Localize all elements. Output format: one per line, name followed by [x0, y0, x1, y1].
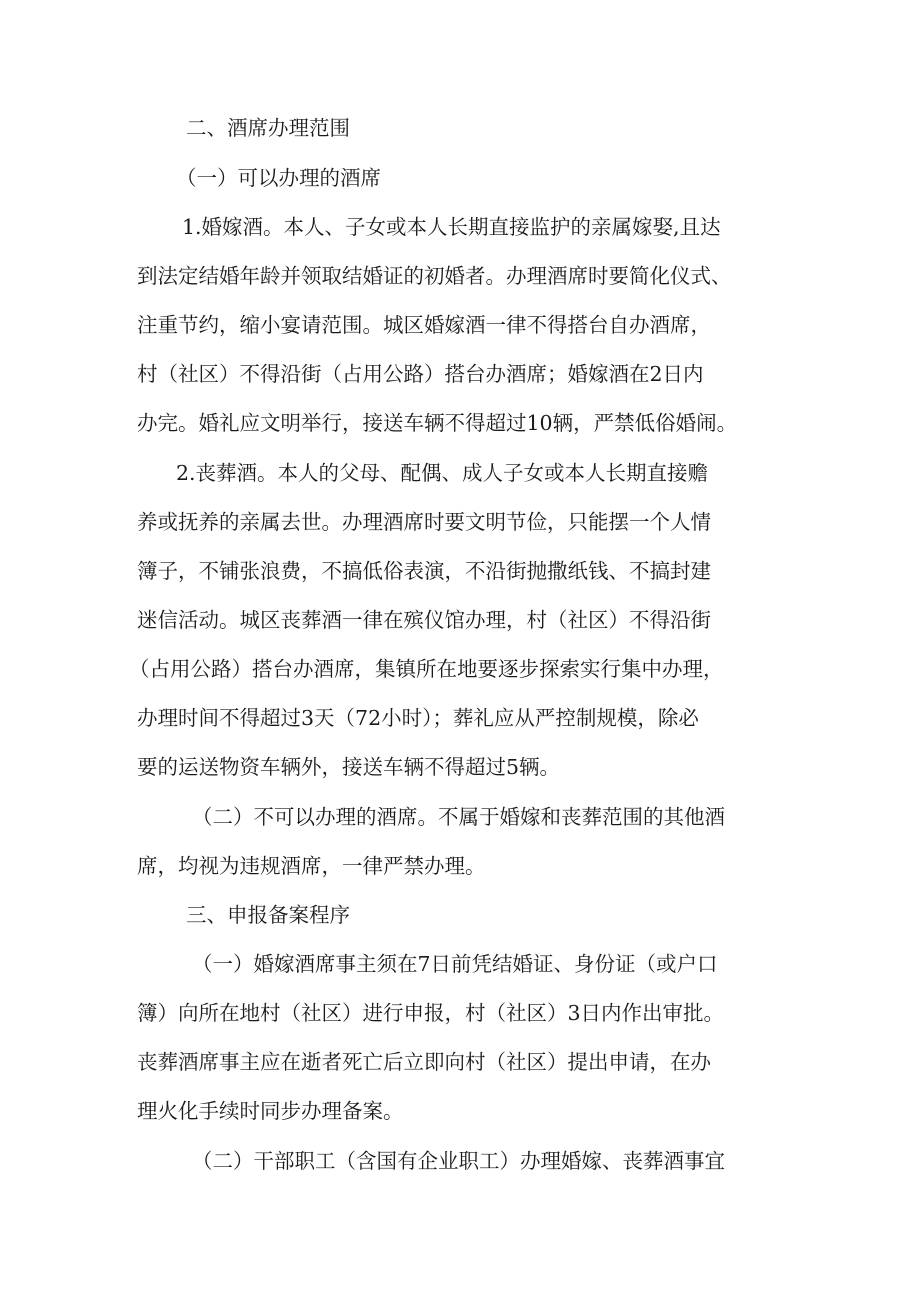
paragraph-line: 理火化手续时同步办理备案。	[137, 1099, 404, 1123]
paragraph-line: 注重节约，缩小宴请范围。城区婚嫁酒一律不得搭台自办酒席，	[137, 313, 711, 337]
paragraph-line: 1.婚嫁酒。本人、子女或本人长期直接监护的亲属嫁娶,且达	[182, 215, 721, 239]
paragraph-line: 簿）向所在地村（社区）进行申报，村（社区）3日内作出审批。	[137, 1001, 725, 1025]
paragraph-line: （二）不可以办理的酒席。不属于婚嫁和丧葬范围的其他酒	[192, 805, 725, 829]
paragraph-line: 办理时间不得超过3天（72小时）；葬礼应从严控制规模，除必	[137, 706, 699, 730]
section-heading-3: 三、申报备案程序	[186, 903, 350, 927]
paragraph-line: 要的运送物资车辆外，接送车辆不得超过5辆。	[137, 755, 561, 779]
paragraph-line: 村（社区）不得沿街（占用公路）搭台办酒席；婚嫁酒在2日内	[137, 362, 704, 386]
paragraph-line: 丧葬酒席事主应在逝者死亡后立即向村（社区）提出申请，在办	[137, 1050, 711, 1074]
section-heading-2: 二、酒席办理范围	[186, 116, 350, 140]
paragraph-line: 养或抚养的亲属去世。办理酒席时要文明节俭，只能摆一个人情	[137, 510, 711, 534]
paragraph-line: 2.丧葬酒。本人的父母、配偶、成人子女或本人长期直接赡	[176, 461, 709, 485]
paragraph-line: 办完。婚礼应文明举行，接送车辆不得超过10辆，严禁低俗婚闹。	[137, 411, 738, 435]
paragraph-line: 到法定结婚年龄并领取结婚证的初婚者。办理酒席时要简化仪式、	[137, 264, 732, 288]
paragraph-line: （二）干部职工（含国有企业职工）办理婚嫁、丧葬酒事宜	[192, 1149, 725, 1173]
paragraph-line: 迷信活动。城区丧葬酒一律在殡仪馆办理，村（社区）不得沿街	[137, 608, 711, 632]
paragraph-line: 簿子，不铺张浪费，不搞低俗表演，不沿街抛撒纸钱、不搞封建	[137, 559, 711, 583]
paragraph-line: 席，均视为违规酒席，一律严禁办理。	[137, 854, 486, 878]
subsection-heading-1: （一）可以办理的酒席	[176, 166, 381, 190]
paragraph-line: （占用公路）搭台办酒席，集镇所在地要逐步探索实行集中办理，	[129, 657, 724, 681]
paragraph-line: （一）婚嫁酒席事主须在7日前凭结婚证、身份证（或户口	[192, 952, 718, 976]
